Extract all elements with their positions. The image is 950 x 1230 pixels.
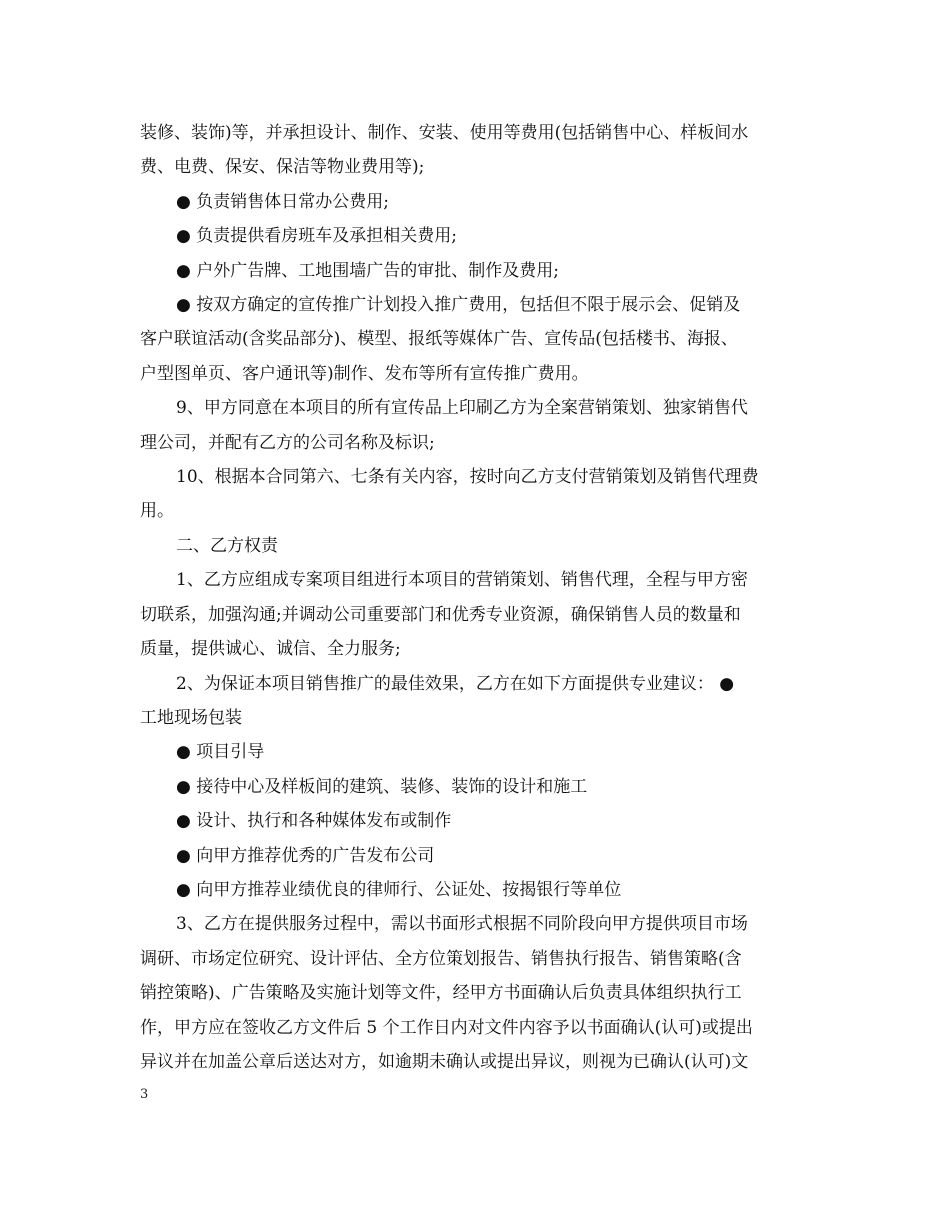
text-line: 装修、装饰)等，并承担设计、制作、安装、使用等费用(包括销售中心、样板间水	[140, 123, 749, 143]
text-line: 切联系，加强沟通;并调动公司重要部门和优秀专业资源，确保销售人员的数量和	[140, 604, 741, 625]
text-line: ● 负责销售体日常办公费用;	[176, 191, 389, 212]
text-line: 客户联谊活动(含奖品部分)、模型、报纸等媒体广告、宣传品(包括楼书、海报、	[140, 329, 738, 350]
text-line: ● 设计、执行和各种媒体发布或制作	[176, 811, 452, 832]
text-line: ● 户外广告牌、工地围墙广告的审批、制作及费用;	[176, 260, 559, 281]
page-number: 3	[140, 1087, 149, 1102]
text-line: ● 向甲方推荐业绩优良的律师行、公证处、按揭银行等单位	[176, 879, 622, 900]
text-line: 2、为保证本项目销售推广的最佳效果，乙方在如下方面提供专业建议： ●	[176, 673, 735, 694]
text-line: 1、乙方应组成专案项目组进行本项目的营销策划、销售代理，全程与甲方密	[176, 570, 748, 591]
text-line: 用。	[140, 501, 174, 522]
text-line: 质量，提供诚心、诚信、全力服务;	[140, 639, 401, 660]
text-line: ● 向甲方推荐优秀的广告发布公司	[176, 845, 435, 866]
text-line: ● 按双方确定的宣传推广计划投入推广费用，包括但不限于展示会、促销及	[176, 295, 741, 316]
text-line: ● 负责提供看房班车及承担相关费用;	[176, 226, 457, 247]
text-line: 工地现场包装	[140, 707, 242, 728]
text-line: ● 接待中心及样板间的建筑、装修、装饰的设计和施工	[176, 776, 588, 797]
text-line: 费、电费、保安、保洁等物业费用等);	[140, 157, 425, 178]
text-line: 理公司，并配有乙方的公司名称及标识;	[140, 432, 435, 453]
text-line: ● 项目引导	[176, 742, 265, 763]
text-line: 异议并在加盖公章后送达对方，如逾期未确认或提出异议，则视为已确认(认可)文	[140, 1051, 749, 1072]
text-line: 作，甲方应在签收乙方文件后 5 个工作日内对文件内容予以书面确认(认可)或提出	[140, 1017, 753, 1038]
text-line: 调研、市场定位研究、设计评估、全方位策划报告、销售执行报告、销售策略(含	[140, 948, 742, 969]
text-line: 销控策略)、广告策略及实施计划等文件，经甲方书面确认后负责具体组织执行工	[140, 983, 742, 1004]
text-line: 二、乙方权责	[176, 535, 278, 556]
text-line: 3、乙方在提供服务过程中，需以书面形式根据不同阶段向甲方提供项目市场	[176, 914, 748, 935]
text-line: 10、根据本合同第六、七条有关内容，按时向乙方支付营销策划及销售代理费	[176, 467, 759, 488]
document-body	[140, 116, 813, 1079]
text-line: 9、甲方同意在本项目的所有宣传品上印刷乙方为全案营销策划、独家销售代	[176, 398, 748, 419]
text-line: 户型图单页、客户通讯等)制作、发布等所有宣传推广费用。	[140, 363, 589, 384]
